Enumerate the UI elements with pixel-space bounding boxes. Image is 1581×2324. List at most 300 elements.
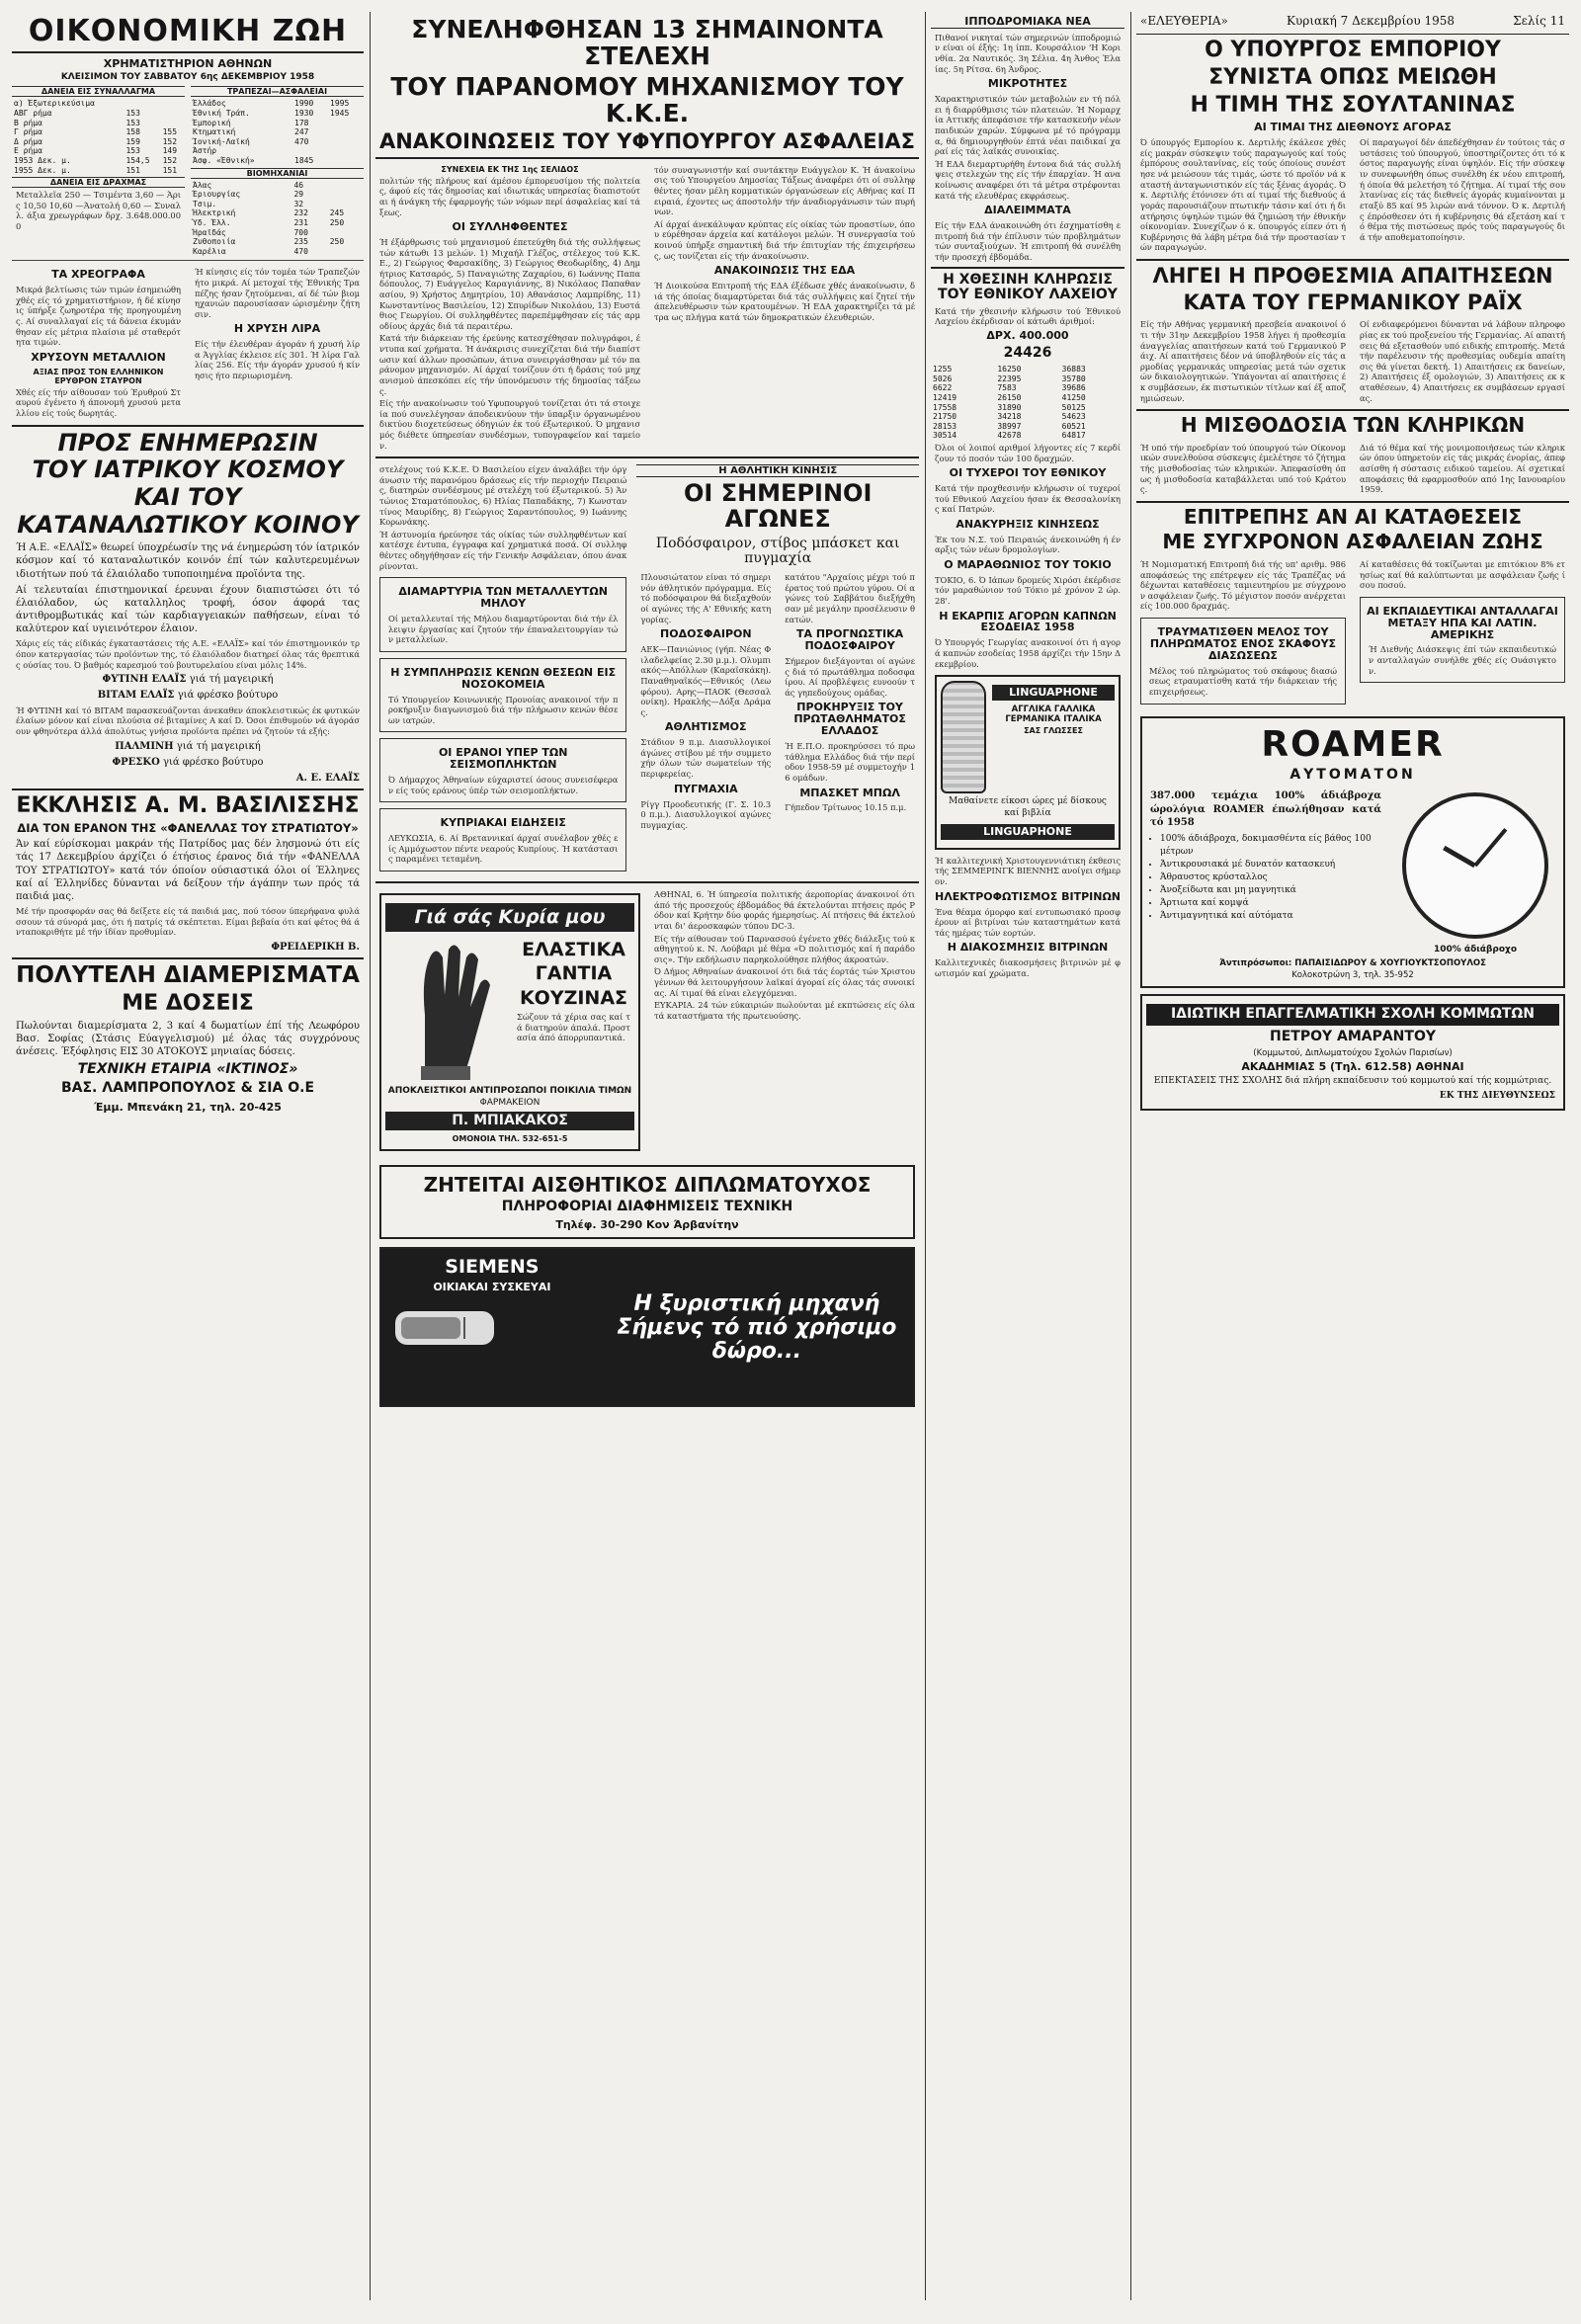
article-text: Είς τήν αίθουσαν τού Παρνασσού έγένετο χθές διάλεξις τού καθηγητού κ. Ν. Λούβαρι μέ θέμα «Ό πολιτισμός καί ή παράδοσις». Τήν εκδήλωσιν παρηκολούθησε πλήθος άκροατών. — [654, 933, 915, 964]
beautician-subtitle: ΠΛΗΡΟΦΟΡΙΑΙ ΔΙΑΦΗΜΙΣΕΙΣ ΤΕΧΝΙΚΗ — [501, 1199, 793, 1215]
table-cell: 36883 — [1061, 365, 1086, 374]
school-address: ΑΚΑΔΗΜΙΑΣ 5 (Τηλ. 612.58) ΑΘΗΝΑΙ — [1241, 1059, 1464, 1073]
table-cell: 149 — [162, 146, 178, 156]
table-cell — [328, 119, 364, 128]
siemens-subtitle: ΟΙΚΙΑΚΑΙ ΣΥΣΚΕΥΑΙ — [433, 1280, 551, 1293]
column-rule — [925, 12, 926, 2300]
lottery-row — [931, 403, 1124, 413]
article-text: Είς τήν ανακοίνωσιν τού Υφυπουργού τονίζεται ότι τά στοιχεία πού συνελέγησαν άποδεικνύουν τήν ύπαρξιν όργανωμένου δικτύου διοχετεύσεως όδηγιών έκ τού έξωτερικού. Ό μηχανισμός διέθετε ύπηρεσίαν συνδέσμων, τυπογραφείον καί ταμείον. — [379, 398, 640, 451]
brief-text: Είς τήν ΕΔΑ άνακοινώθη ότι έσχηματίσθη επιτροπή διά τήν έπίλυσιν τών προβλημάτων τών συνταξιούχων. Ή επιτροπή θά συνέλθη τήν προσεχή έβδομάδα. — [935, 220, 1121, 262]
brief-heading: ΟΙ ΤΥΧΕΡΟΙ ΤΟΥ ΕΘΝΙΚΟΥ — [949, 466, 1107, 480]
lottery-row — [931, 422, 1124, 432]
linguaphone-brand: LINGUAPHONE — [941, 824, 1115, 840]
industry-table — [191, 181, 364, 257]
racing-heading: ΙΠΠΟΔΡΟΜΙΑΚΑ ΝΕΑ — [931, 16, 1124, 29]
masthead-paper: «ΕΛΕΥΘΕΡΙΑ» — [1140, 14, 1228, 28]
table-cell — [328, 146, 364, 156]
industry-row — [191, 228, 364, 238]
commerce-headline-line: ΣΥΝΙΣΤΑ ΟΠΩΣ ΜΕΙΩΘΗ — [1208, 64, 1497, 90]
table-cell: 29 — [293, 190, 304, 200]
table-cell — [328, 228, 364, 238]
commerce-headline-line: Ο ΥΠΟΥΡΓΟΣ ΕΜΠΟΡΙΟΥ — [1205, 38, 1501, 62]
table-cell: 31890 — [997, 402, 1022, 412]
bank-row — [191, 137, 364, 147]
glove-illustration — [385, 936, 507, 1084]
deposits-headline-line: ΕΠΙΤΡΕΠΗΣ ΑΝ ΑΙ ΚΑΤΑΘΕΣΕΙΣ — [1183, 504, 1523, 529]
bonds-text: Μικρά βελτίωσις τών τιμών έσημειώθη χθές είς τό χρηματιστήριον, ή δέ κίνησις ύπήρξε ζωηροτέρα τής προηγουμένης. Αί συναλλαγαί είς τά δάνεια έκυμάνθησαν είς μέτρια πλαίσια μέ σταθερότητα τιμών. — [16, 285, 181, 348]
gloves-ad-text: Σώζουν τά χέρια σας καί τά διατηρούν άπαλά. Προστασία άπό άπορρυπαντικά. — [517, 1012, 630, 1043]
loan-row — [12, 99, 185, 109]
industry-row — [191, 181, 364, 191]
table-cell — [328, 127, 364, 137]
record-player-icon — [941, 681, 986, 793]
bonds-section — [12, 265, 364, 420]
article-text: ΑΘΗΝΑΙ, 6. Ή ύπηρεσία πολιτικής άεροπορίας άνακοινοί ότι άπό τής προσεχούς έβδομάδος θά έκτελούνται πτήσεις πρός Ρόδον καί Κρήτην δύο φοράς ήμερησίως. Αί πτήσεις θά έκτελούνται δι' άεροσκαφών τύπου DC-3. — [654, 889, 915, 931]
article-text: τόν συναγωνιστήν καί συντάκτην Ευάγγελον Κ. Ή άνακοίνωσις τού Υπουργείου Δημοσίας Τάξεως άναφέρει ότι οί συλληφθέντες ήσαν μέλη κομματικών όργανώσεων είς Αθήνας καί Πειραιά, έχοντες ως άποστολήν τήν άναδιοργάνωσιν τών πυρήνων. — [654, 164, 915, 217]
table-cell: 158 — [125, 127, 140, 137]
table-cell: Έριουργίας — [193, 190, 241, 200]
brief-text: Ή ΕΔΑ διεμαρτυρήθη έντονα διά τάς συλλήψεις στελεχών της είς τήν έπαρχίαν. Ή ανακοίνωσις αναφέρει ότι τά μέτρα στρέφονται κατά τής ελευθέρας εκφράσεως. — [935, 158, 1121, 201]
lottery-row — [931, 431, 1124, 441]
linguaphone-top — [941, 681, 1115, 793]
product-use: γιά φρέσκο βούτυρο — [162, 756, 264, 768]
gloves-ad-word: ΚΟΥΖΙΝΑΣ — [519, 986, 628, 1009]
brief-text: Χαρακτηριστικόν τών μεταβολών εν τή πόλει ή διαρρύθμισις τών πλατειών. Ή Νομαρχία Αττικής άπεφάσισε τήν κατασκευήν νέων παιδικών χαρών. Σύμφωνα μέ τό πρόγραμμα, θά δημιουργηθούν έπτά νέαι παιδικαί χαραί είς τάς λαϊκάς συνοικίας. — [935, 94, 1121, 157]
table-cell: 247 — [294, 127, 309, 137]
main-headline-line: ΤΟΥ ΠΑΡΑΝΟΜΟΥ ΜΗΧΑΝΙΣΜΟΥ ΤΟΥ Κ.Κ.Ε. — [390, 72, 904, 127]
sports-subhead: ΠΡΟΚΗΡΥΞΙΣ ΤΟΥ ΠΡΩΤΑΘΛΗΜΑΤΟΣ ΕΛΛΑΔΟΣ — [793, 701, 906, 738]
table-cell: Ήλεκτρική — [193, 208, 236, 218]
table-cell: 46 — [293, 180, 304, 190]
article-text: πολιτών τής πλήρους καί άμέσου έμπορευσίμου τής πολιτείας, άφού είς τάς δημοσίας καί ιδιωτικάς υπηρεσίας διαπιστούται ή άνάγκη τής έφαρμογής τών νόμων περί άσφαλείας καί τάξεως. — [379, 175, 640, 217]
pharmacy-name: Π. ΜΠΙΑΚΑΚΟΣ — [385, 1112, 634, 1130]
table-cell — [328, 156, 364, 166]
table-cell — [328, 247, 364, 257]
table-cell: Έλλάδος — [193, 99, 226, 109]
roamer-feature: • 100% άδιάβροχα, δοκιμασθέντα είς βάθος 100 μέτρων — [1160, 833, 1385, 859]
table-cell: 28153 — [933, 421, 957, 431]
table-cell: Ύδ. Έλλ. — [193, 217, 231, 227]
brief-text: Πιθανοί νικηταί τών σημερινών ίπποδρομιών είναι οί έξής: 1η ίππ. Κουρσάλιον 'Η Κορινθία. 2α Ναυτικός. 3η Σέλια. 4η Άνθος Έλαίας. 5η Ρίτσα. 6η Άνδρος. — [935, 32, 1121, 74]
table-cell: 1995 — [330, 99, 350, 109]
table-cell: 250 — [329, 217, 345, 227]
brief-text: Ό Υπουργός Γεωργίας ανακοινοί ότι ή αγορά καπνών εσοδείας 1958 άρχίζει τήν 15ην Δεκεμβρίου. — [935, 637, 1122, 669]
table-cell: 54623 — [1061, 412, 1086, 422]
divider — [12, 957, 364, 959]
banks-table — [191, 99, 364, 165]
article-box — [379, 577, 626, 652]
school-signature: ΕΚ ΤΗΣ ΔΙΕΥΘΥΝΣΕΩΣ — [1439, 1090, 1555, 1101]
article-text: Οί παραγωγοί δέν άπεδέχθησαν έν τούτοις τάς συστάσεις τού ύπουργού, ύποστηρίζοντες ότι τό κόστος παραγωγής είναι ύψηλόν. Είς τήν σύσκεψιν συνεφωνήθη όπως συνέλθη έκ νέου επιτροπή, ή όποία θά μελετήση τό ζήτημα. Αί τιμαί τής σουλτανίνας είς τάς διεθνείς άγοράς κυμαίνονται μεταξύ 85 καί 95 λιρών ανά τόννον. Ό κ. Δερτιλής έπρόσθεσεν ότι ή κυβέρνησις θά εξετάση καί τό θέμα τής πιστώσεως πρός τούς παραγωγούς διά τήν αποθεματοποίησιν. — [1360, 137, 1565, 242]
table-cell: Ε ρήμα — [14, 146, 42, 156]
loan-row — [12, 146, 185, 156]
table-cell — [292, 146, 328, 156]
table-cell: Β ρήμα — [14, 118, 42, 127]
brief-text: Καλλιτεχνικές διακοσμήσεις βιτρινών μέ φωτισμόν καί χρώματα. — [935, 957, 1121, 978]
main-headline-line: ΣΥΝΕΛΗΦΘΗΣΑΝ 13 ΣΗΜΑΙΝΟΝΤΑ ΣΤΕΛΕΧΗ — [411, 15, 883, 70]
industry-row — [191, 237, 364, 247]
article-text: Ή άστυνομία ήρεύνησε τάς οίκίας τών συλληφθέντων καί κατέσχε έντυπα, έγγραφα καί χρηματικά ποσά. Οί συλληφθέντες οδηγήθησαν είς τήν Γενικήν Ασφάλειαν, όπου άνακρίνονται. — [379, 529, 627, 571]
beautician-title: ΖΗΤΕΙΤΑΙ ΑΙΣΘΗΤΙΚΟΣ ΔΙΠΛΩΜΑΤΟΥΧΟΣ — [423, 1172, 872, 1197]
lottery-row — [931, 365, 1124, 374]
queen-appeal-subtitle: ΔΙΑ ΤΟΝ ΕΡΑΝΟΝ ΤΗΣ «ΦΑΝΕΛΛΑΣ ΤΟΥ ΣΤΡΑΤΙΩΤΟΥ» — [17, 820, 359, 835]
roamer-feature: • Άνοξείδωτα και μη μαγνητικά — [1160, 884, 1385, 897]
product-name: ΦΥΤΙΝΗ ΕΛΑΪΣ — [102, 674, 187, 686]
roamer-watch-label: 100% άδιάβροχο — [1433, 945, 1518, 955]
divider — [1136, 409, 1569, 411]
deposits-headline-line: ΜΕ ΣΥΓΧΡΟΝΟΝ ΑΣΦΑΛΕΙΑΝ ΖΩΗΣ — [1162, 530, 1543, 554]
brief-heading: ΗΛΕΚΤΡΟΦΩΤΙΣΜΟΣ ΒΙΤΡΙΝΩΝ — [934, 889, 1122, 903]
article-text: στελέχους τού Κ.Κ.Ε. Ό Βασιλείου είχεν άναλάβει τήν όργάνωσιν τής παρανόμου δράσεως είς τήν περιοχήν Πειραιώς, διατηρών συνδέσμους μέ στελέχη τού έξωτερικού. 5) Άντώνιος Σταματόπουλος, 6) Ηλίας Παπαδάκης, 7) Κωνσταντίνος Μαυρίδης, 8) Γεώργιος Σαραντόπουλος, 9) Ιωάννης Κορωνάκης. — [379, 464, 627, 528]
article-text: Τό Υπουργείον Κοινωνικής Προνοίας ανακοινοί τήν προκήρυξιν διαγωνισμού διά τήν πλήρωσιν κενών θέσεων ιατρών. — [388, 694, 619, 725]
reich-article — [1136, 317, 1569, 405]
bank-row — [191, 146, 364, 156]
brief-heading: ΔΙΑΛΕΙΜΜΑΤΑ — [984, 204, 1071, 217]
divider — [1136, 259, 1569, 261]
divider — [375, 881, 919, 883]
commerce-subheadline: ΑΙ ΤΙΜΑΙ ΤΗΣ ΔΙΕΘΝΟΥΣ ΑΓΟΡΑΣ — [1254, 121, 1452, 134]
brief-text: Κατά τήν προχθεσινήν κλήρωσιν οί τυχεροί τού Εθνικού Λαχείου ήσαν έκ Θεσσαλονίκης καί Πατρών. — [935, 482, 1121, 515]
industry-row — [191, 200, 364, 209]
table-cell — [328, 181, 364, 191]
table-cell — [161, 99, 185, 109]
table-title: ΒΙΟΜΗΧΑΝΙΑΙ — [191, 168, 364, 179]
article-text: Ή Διοικούσα Επιτροπή τής ΕΔΑ έξέδωσε χθές άνακοίνωσιν, διά τής όποίας διαμαρτύρεται διά τάς συλλήψεις καί ζητεί τήν άπελευθέρωσιν τών κρατουμένων. Ή ΕΔΑ χαρακτηρίζει τά μέτρα ως πλήγμα κατά τών δημοκρατικών έλευθεριών. — [654, 281, 915, 322]
market-text: Ή κίνησις είς τόν τομέα τών Τραπεζών ήτο μικρά. Αί μετοχαί τής Έθνικής Τραπέζης ήσαν ζητούμεναι, αί δέ τών βιομηχανιών παρουσίασαν ώρισμένην ζήτησιν. — [195, 267, 360, 319]
elais-filler: Χάρις είς τάς είδικάς έγκαταστάσεις τής Α.Ε. «ΕΛΑΪΣ» καί τόν έπιστημονικόν τρόπον κατεργασίας τών προϊόντων της, τό έλαιόλαδον διατηρεί όλας τάς θρεπτικάς ούσίας του. Ό βαθμός καρεσμού τού βουτυρελαίου είναι μόλις 14%. — [16, 638, 360, 670]
sports-text: Στάδιον 9 π.μ. Διασυλλογικοί άγώνες στίβου μέ τήν συμμετοχήν όλων τών σωματείων τής περιφερείας. — [640, 737, 772, 780]
sports-text: Σήμερον διεξάγονται οί αγώνες διά τό πρωτάθλημα ποδοσφαίρου. Αί προβλέψεις ευνοούν τάς γηπεδούχους ομάδας. — [785, 656, 915, 698]
column-commerce — [1136, 12, 1569, 2300]
bank-row — [191, 109, 364, 119]
article-text: Μέλος τού πληρώματος τού σκάφους διασώσεως ετραυματίσθη κατά τήν διάρκειαν τής επιχειρήσεως. — [1149, 665, 1337, 697]
article-text: Ό Δήμαρχος Άθηναίων εύχαριστεί όσους συνεισέφεραν είς τούς εράνους ύπέρ τών σεισμοπλήκτων. — [388, 775, 619, 795]
table-cell: Έθνική Τράπ. — [193, 108, 250, 118]
table-cell: Ζυθοποιία — [193, 237, 236, 247]
table-cell: 21750 — [933, 412, 957, 422]
apartments-text: Πωλούνται διαμερίσματα 2, 3 καί 4 δωματίων έπί τής Λεωφόρου Βασ. Σοφίας (Στάσις Εύαγγελισμού) μέ όλας τάς συγχρόνους άνέσεις. Έξόφλησις ΕΙΣ 30 ΑΤΟΚΟΥΣ μηνιαίας δόσεις. — [16, 1020, 360, 1058]
gloves-ad-title: Γιά σάς Κυρία μου — [385, 903, 634, 932]
lottery-numbers-table — [931, 365, 1124, 441]
table-cell: 34218 — [997, 412, 1022, 422]
lottery-row — [931, 393, 1124, 403]
brief-heading: Η ΔΙΑΚΟΣΜΗΣΙΣ ΒΙΤΡΙΝΩΝ — [947, 941, 1109, 954]
table-cell: 153 — [125, 146, 140, 156]
table-cell: 155 — [162, 127, 178, 137]
sports-text: Ή Ε.Π.Ο. προκηρύσσει τό πρωτάθλημα Ελλάδος διά τήν περίοδον 1958-59 μέ συμμετοχήν 16 ομάδων. — [785, 741, 915, 783]
article-subhead: ΑΝΑΚΟΙΝΩΣΙΣ ΤΗΣ ΕΔΑ — [713, 264, 856, 278]
sports-subheadline: Ποδόσφαιρον, στίβος μπάσκετ και πυγμαχία — [655, 535, 900, 567]
brief-text: Ένα θέαμα όμορφο καί εντυπωσιακό προσφέρουν αί βιτρίναι τών καταστημάτων κατά τάς ημέρας τών εορτών. — [935, 906, 1121, 938]
roamer-features-list — [1160, 833, 1385, 923]
roamer-advertisement — [1140, 716, 1565, 989]
table-cell: 153 — [125, 118, 140, 127]
lottery-prize: ΔΡΧ. 400.000 — [986, 329, 1069, 343]
elais-product-line — [16, 756, 360, 769]
clergy-headline: Η ΜΙΣΘΟΔΟΣΙΑ ΤΩΝ ΚΛΗΡΙΚΩΝ — [1180, 413, 1526, 438]
elais-product-line — [16, 689, 360, 702]
article-text: Ό ύπουργός Εμπορίου κ. Δερτιλής έκάλεσε χθές είς μακράν σύσκεψιν τούς παραγωγούς καί τούς έμπόρους σουλτανίνας, είς τούς όποίους συνέστησε νά μειώσουν τάς τιμάς, ώστε τό προϊόν νά καταστή άνταγωνιστικόν είς τάς ξένας άγοράς. Ό κ. Δερτιλής έτόνισεν ότι αί τιμαί τής διεθνούς άγοράς παρουσιάζουν πτωτικήν τάσιν καί ότι ή διατήρησις ύψηλών τιμών θά ζημιώση τήν έθνικήν οίκονομίαν. Συνεχίζων ό κ. ύπουργός είπεν ότι ή Κυβέρνησις θά λάβη μέτρα διά τήν προστασίαν τών παραγωγών. — [1140, 137, 1346, 253]
beautician-advertisement — [379, 1165, 915, 1240]
loan-row — [12, 127, 185, 137]
table-cell — [161, 109, 185, 119]
table-cell: 26150 — [997, 392, 1022, 402]
queen-appeal-text: Άν καί εύρίσκομαι μακράν τής Πατρίδος μας δέν λησμονώ ότι είς τάς 17 Δεκεμβρίου άρχίζει ό έτήσιος έρανος διά τήν «ΦΑΝΕΛΛΑ ΤΟΥ ΣΤΡΑΤΙΩΤΟΥ» κατά τόν όποίον ούσιαστικά όλοι οί Έλληνες καί αί Έλληνίδες δύνανται νά δείξουν τήν άγάπην των πρός τά παιδιά μας. — [16, 839, 360, 902]
elais-product-line — [16, 673, 360, 686]
table-cell — [328, 200, 364, 209]
queen-signature: ΦΡΕΙΔΕΡΙΚΗ Β. — [271, 941, 360, 953]
article-text: Ή Νομισματική Επιτροπή διά τής υπ' αριθμ. 986 αποφάσεώς της επέτρεψεν είς τάς Τραπέζας νά δέχωνται καταθέσεις ταμιευτηρίου με σύγχρονον ασφάλειαν ζωής. Τό μέγιστον ποσόν ανέρχεται είς 100.000 δραχμάς. — [1140, 559, 1346, 612]
glove-icon — [385, 936, 504, 1084]
table-cell: 1953 Δεκ. μ. — [14, 155, 71, 165]
main-headline-line: ΑΝΑΚΟΙΝΩΣΕΙΣ ΤΟΥ ΥΦΥΠΟΥΡΓΟΥ ΑΣΦΑΛΕΙΑΣ — [378, 129, 916, 153]
article-text: Ή Διεθνής Διάσκεψις έπί τών εκπαιδευτικών ανταλλαγών συνήλθε χθές είς Ουάσιγκτον. — [1369, 644, 1556, 676]
divider — [1136, 501, 1569, 503]
table-cell: Έμπορική — [193, 118, 231, 127]
commerce-article — [1136, 135, 1569, 255]
article-subhead: ΤΡΑΥΜΑΤΙΣΘΕΝ ΜΕΛΟΣ ΤΟΥ ΠΛΗΡΩΜΑΤΟΣ ΕΝΟΣ ΣΚΑΦΟΥΣ ΔΙΑΣΩΣΕΩΣ — [1149, 625, 1337, 662]
article-text: ΛΕΥΚΩΣΙΑ, 6. Αί Βρεταννικαί άρχαί συνέλαβον χθές είς Αμμόχωστον πέντε νεαρούς Κυπρίους. Ή κατάστασις παραμένει τεταμένη. — [388, 833, 619, 865]
brief-heading: Ο ΜΑΡΑΘΩΝΙΟΣ ΤΟΥ ΤΟΚΙΟ — [944, 557, 1112, 571]
queen-appeal — [12, 794, 364, 954]
table-cell: 35780 — [1061, 374, 1086, 383]
politics-article-columns — [375, 163, 919, 454]
bank-row — [191, 127, 364, 137]
product-name: ΦΡΕΣΚΟ — [112, 756, 160, 768]
sports-subhead: ΑΘΛΗΤΙΣΜΟΣ — [665, 720, 747, 734]
roamer-agent: Άντιπρόσωποι: ΠΑΠΑΙΣΙΔΩΡΟΥ & ΧΟΥΓΙΟΥΚΤΣΟΠΟΥΛΟΣ — [1219, 958, 1486, 969]
article-box — [1360, 597, 1565, 683]
loan-row — [12, 156, 185, 166]
stock-exchange-date: ΚΛΕΙΣΙΜΟΝ ΤΟΥ ΣΑΒΒΑΤΟΥ 6ης ΔΕΚΕΜΒΡΙΟΥ 1958 — [60, 72, 315, 83]
table-cell: 1955 Δεκ. μ. — [14, 165, 71, 175]
pharmacy-address: ΟΜΟΝΟΙΑ ΤΗΛ. 532-651-5 — [452, 1133, 568, 1143]
elais-paragraph: Ή Α.Ε. «ΕΛΑΪΣ» θεωρεί ύποχρέωσίν της νά ένημερώση τόν ίατρικόν κόσμον καί τό καταναλωτικόν κοινόν έπί τών καλυτερευμένων ιδιοτήτων πού τά έλαιόλαδο τυποποιημένα προϊόντα της. — [16, 542, 360, 580]
table-cell: 1990 — [294, 99, 314, 109]
stock-exchange-title: ΧΡΗΜΑΤΙΣΤΗΡΙΟΝ ΑΘΗΝΩΝ — [103, 57, 273, 71]
article-box — [379, 808, 626, 872]
gold-medal-text: Χθές είς τήν αίθουσαν τού Έρυθρού Σταυρού έγένετο ή άπονομή χρυσού μεταλλίου είς τούς δωρητάς. — [16, 386, 181, 418]
table-cell: 1930 — [294, 108, 314, 118]
lower-left-and-sports — [375, 462, 919, 877]
table-cell: 32 — [293, 199, 304, 208]
article-subhead: Η ΣΥΜΠΛΗΡΩΣΙΣ ΚΕΝΩΝ ΘΕΣΕΩΝ ΕΙΣ ΝΟΣΟΚΟΜΕΙΑ — [390, 665, 617, 691]
apartments-phone: Έμμ. Μπενάκη 21, τηλ. 20-425 — [94, 1100, 282, 1114]
roamer-feature: • Άθραυστος κρύσταλλος — [1160, 872, 1385, 884]
apartments-title: ΠΟΛΥΤΕΛΗ ΔΙΑΜΕΡΙΣΜΑΤΑ — [16, 962, 360, 989]
table-cell — [328, 137, 364, 147]
product-name: ΒΙΤΑΜ ΕΛΑΪΣ — [97, 690, 175, 702]
siemens-brand: SIEMENS — [445, 1256, 540, 1279]
article-text: Οί μεταλλευταί τής Μήλου διαμαρτύρονται διά τήν έλλειψιν έργασίας καί ζητούν τήν έπαναλειτουργίαν τών μεταλλείων. — [388, 614, 619, 645]
watch-icon — [1402, 792, 1548, 939]
roamer-subtitle: ΑΥΤΟΜΑΤΟΝ — [1290, 767, 1416, 784]
bank-row — [191, 119, 364, 128]
table-cell: Γ ρήμα — [14, 127, 42, 137]
loan-row — [12, 119, 185, 128]
industry-row — [191, 208, 364, 218]
roamer-feature: • Άντιμαγνητικά καί αύτόματα — [1160, 910, 1385, 923]
school-text: ΕΠΕΚΤΑΣΕΙΣ ΤΗΣ ΣΧΟΛΗΣ διά πλήρη εκπαίδευσιν τού κομμωτού καί τής κομμώτριας. — [1153, 1075, 1552, 1086]
watch-hand — [1473, 828, 1507, 867]
product-use: γιά τή μαγειρική — [176, 740, 261, 752]
table-title: ΤΡΑΠΕΖΑΙ—ΑΣΦΑΛΕΙΑΙ — [191, 86, 364, 97]
table-cell: 152 — [162, 155, 178, 165]
queen-appeal-title: ΕΚΚΛΗΣΙΣ Α. Μ. ΒΑΣΙΛΙΣΣΗΣ — [16, 793, 360, 819]
continuation-note: ΣΥΝΕΧΕΙΑ ΕΚ ΤΗΣ 1ης ΣΕΛΙΔΟΣ — [441, 164, 579, 174]
elais-title-line: ΠΡΟΣ ΕΝΗΜΕΡΩΣΙΝ — [57, 428, 318, 456]
elais-paragraph: Αί τελευταίαι έπιστημονικαί έρευναι έχουν διαπιστώσει ότι τό έλαιόλαδον, ώς καταλληλος τροφή, όσον άφορά τας άντιθρομβωτικάς καί τών καρδιαγγειακών παθήσεων, είναι τό καλύτερον καί υγιεινότερον έλαιον. — [16, 584, 360, 635]
sports-subhead: ΠΥΓΜΑΧΙΑ — [673, 782, 738, 795]
table-cell: 64817 — [1061, 431, 1086, 441]
sports-headline: ΟΙ ΣΗΜΕΡΙΝΟΙ ΑΓΩΝΕΣ — [684, 479, 873, 534]
sports-subhead: ΠΟΔΟΣΦΑΙΡΟΝ — [660, 627, 752, 641]
table-cell: 41250 — [1061, 392, 1086, 402]
commerce-headline-line: Η ΤΙΜΗ ΤΗΣ ΣΟΥΛΤΑΝΙΝΑΣ — [1190, 92, 1516, 118]
gloves-ad-body — [385, 936, 634, 1084]
siemens-ad-body — [385, 1253, 909, 1367]
queen-appeal-filler: Μέ τήν προσφοράν σας θά δείξετε είς τά παιδιά μας, πού τόσον ύπερήφανα φυλάσσουν τά σύνορά μας, ότι ή πατρίς τά σκέπτεται. Είμαι βεβαία ότι καί φέτος θά άνταποκριθήτε μέ τήν ίδίαν προθυμίαν. — [16, 906, 360, 938]
school-heading: ΙΔΙΩΤΙΚΗ ΕΠΑΓΓΕΛΜΑΤΙΚΗ ΣΧΟΛΗ ΚΟΜΜΩΤΩΝ — [1146, 1004, 1559, 1025]
gold-medal-heading: ΧΡΥΣΟΥΝ ΜΕΤΑΛΛΙΟΝ — [31, 350, 166, 364]
table-cell: 470 — [293, 246, 308, 256]
table-cell: Άστήρ — [193, 146, 217, 156]
loan-row — [12, 109, 185, 119]
article-text: Διά τό θέμα καί τής μονιμοποιήσεως τών κληρικών όπου ύπηρετούν είς τάς μικράς ένορίας, άπεφασίσθη ή σύστασις ειδικού ταμείου. Αί σχετικαί αποφάσεις θά εφαρμοσθούν από 1ης Ιανουαρίου 1959. — [1360, 442, 1565, 495]
elais-title-line: ΚΑΤΑΝΑΛΩΤΙΚΟΥ ΚΟΙΝΟΥ — [17, 511, 359, 540]
sports-subhead: ΤΑ ΠΡΟΓΝΩΣΤΙΚΑ ΠΟΔΟΣΦΑΙΡΟΥ — [796, 627, 904, 653]
lottery-winning-number: 24426 — [1003, 345, 1052, 362]
article-text: Οί ενδιαφερόμενοι δύνανται νά λάβουν πληροφορίας εκ τού προξενείου τής Γερμανίας. Αί απαιτήσεις θά εξετασθούν υπό ειδικής επιτροπής. Μετά τήν παρέλευσιν τής προθεσμίας ουδεμία απαίτησις θά γίνεται δεκτή. 1) Απαιτήσεις εκ δανείων, 2) Απαιτήσεις έξ ομολογιών, 3) Απαιτήσεις εκ καταθέσεων, 4) Απαιτήσεις εκ συμβάσεων εργασίας. — [1360, 319, 1565, 403]
table-cell: 250 — [329, 237, 345, 247]
apartments-address: ΒΑΣ. ΛΑΜΠΡΟΠΟΥΛΟΣ & ΣΙΑ Ο.Ε — [60, 1080, 315, 1097]
article-text: Ό Δήμος Αθηναίων άνακοινοί ότι διά τάς έορτάς τών Χριστουγέννων θά λειτουργήσουν λαϊκαί άγοραί είς όλας τάς συνοικίας. Αί τιμαί θά είναι ελεγχόμεναι. — [654, 966, 915, 998]
table-title: ΔΑΝΕΙΑ ΕΙΣ ΣΥΝΑΛΛΑΓΜΑ — [12, 86, 185, 97]
article-text: Κατά τήν διάρκειαν τής έρεύνης κατεσχέθησαν πολυγράφοι, έντυπα καί χρήματα. Ή άνάκρισις συνεχίζεται διά τήν διαπίστωσιν καί άλλων προσώπων, άτινα συνειργάσθησαν μέ τόν παράνομον μηχανισμόν. Αί άρχαί τονίζουν ότι ή δράσις τού μηχανισμού άπεσκόπει είς τήν ύπονόμευσιν τής δημοσίας τάξεως. — [379, 333, 640, 396]
masthead-page: Σελίς 11 — [1513, 14, 1565, 28]
table-cell — [328, 190, 364, 200]
beautician-phone: Τηλέφ. 30-290 Κον Άρβανίτην — [555, 1218, 739, 1232]
table-cell: 17558 — [933, 402, 957, 412]
loan-row — [12, 137, 185, 147]
table-cell: 178 — [294, 118, 309, 127]
divider — [12, 425, 364, 427]
table-cell: 5026 — [933, 374, 953, 383]
pharmacy-label: ΦΑΡΜΑΚΕΙΟΝ — [479, 1097, 541, 1108]
sports-columns — [636, 570, 919, 832]
article-text: Ή έξάρθρωσις τού μηχανισμού έπετεύχθη διά τής συλλήψεως τών κάτωθι 13 μελών. 1) Μιχαήλ Γλέζος, στέλεχος τού Κ.Κ.Ε., 2) Γεώργιος Φαρσακίδης, 3) Γεώργιος Θεοδωρίδης, 4) Δημήτριος Κατσαρός, 5) Παναγιώτης Ζαχαρίου, 6) Ιωάννης Παπαδόπουλος, 7) Ευάγγελος Καραγιάννης, 8) Νικόλαος Παπαθανασίου, 9) Χρήστος Δημητρίου, 10) Αθανάσιος Λαμπρίδης, 11) Κωνσταντίνος Βασιλείου, 12) Σπυρίδων Νικολάου, 13) Ευστάθιος Γεωργίου. Οί συλληφθέντες παρεπέμφθησαν είς τάς αρμοδίους άρχάς διά τά περαιτέρω. — [379, 236, 640, 331]
roamer-claim: 387.000 τεμάχια 100% άδιάβροχα ώρολόγια ROAMER έπωλήθησαν κατά τό 1958 — [1150, 790, 1381, 828]
table-cell: 39686 — [1061, 383, 1086, 393]
newspaper-page — [12, 12, 1569, 2300]
table-filler: Μεταλλεῖα 250 — Τσιμέντα 3,60 — Άρις 10,50 10,60 —Άνατολή 0,60 — Συναλλ. άξια χρεωγράφων δρχ. 3.648.000.000 — [16, 190, 181, 231]
school-subtitle: (Κομμωτού, Διπλωματούχου Σχολών Παρισίων) — [1253, 1047, 1453, 1058]
roamer-feature: • Άρτιωτα καί κομψά — [1160, 897, 1385, 910]
article-text: ΕΥΚΑΡΙΑ. 24 τών εύκαιριών πωλούνται μέ εκπτώσεις είς όλα τά καταστήματα τής πρωτευούσης. — [654, 1000, 915, 1021]
bank-row — [191, 99, 364, 109]
loan-row — [12, 166, 185, 176]
table-cell: 16250 — [997, 365, 1022, 374]
table-cell: Τσιμ. — [193, 199, 217, 208]
article-subhead: ΚΥΠΡΙΑΚΑΙ ΕΙΔΗΣΕΙΣ — [440, 816, 566, 830]
watch-hand — [1443, 846, 1476, 868]
section-title-economy: ΟΙΚΟΝΟΜΙΚΗ ΖΩΗ — [28, 14, 348, 48]
table-cell: 60521 — [1061, 421, 1086, 431]
stock-tables — [12, 84, 364, 256]
gold-sovereign-text: Είς τήν έλευθέραν άγοράν ή χρυσή λίρα Άγγλίας έκλεισε είς 301. Ή λίρα Γαλλίας 256. Είς τήν άγοράν χρυσού ή κίνησις ήτο περιωρισμένη. — [195, 339, 360, 381]
table-cell: 22395 — [997, 374, 1022, 383]
elais-title-line: ΤΟΥ ΙΑΤΡΙΚΟΥ ΚΟΣΜΟΥ — [32, 456, 344, 484]
linguaphone-advertisement — [935, 675, 1121, 850]
column-politics — [375, 12, 919, 2300]
divider — [375, 456, 919, 458]
table-cell: 232 — [293, 208, 308, 218]
sports-text: Πλουσιώτατον είναι τό σημερινόν άθλητικόν πρόγραμμα. Είς τό ποδόσφαιρον θά διεξαχθούν οί αγώνες τής Α' Εθνικής κατηγορίας. — [640, 572, 772, 624]
shaver-icon — [385, 1297, 504, 1357]
table-cell: 470 — [294, 136, 309, 146]
article-text: Είς τήν Αθήνας γερμανική πρεσβεία ανακοινοί ότι τήν 31ην Δεκεμβρίου 1958 λήγει ή προθεσμία άναγγελίας απαιτήσεων κατά τού Γερμανικού Ράιχ. Αί απαιτήσεις δέον νά ύποβληθούν είς τάς αρμοδίας γερμανικάς υπηρεσίας μετά τών σχετικών δικαιολογητικών. Ύπάγονται αί απαιτήσεις έκ συμβάσεων, έκ πιστωτικών τίτλων καί έξ αποζημιώσεων. — [1140, 319, 1346, 403]
column-news-briefs — [931, 12, 1124, 2300]
product-name: ΠΑΛΜΙΝΗ — [115, 740, 174, 752]
gloves-ad-word: ΕΛΑΣΤΙΚΑ — [522, 938, 625, 960]
clergy-article — [1136, 441, 1569, 497]
linguaphone-tag: ΣΑΣ ΓΛΩΣΣΕΣ — [1024, 726, 1083, 736]
roamer-body — [1146, 787, 1559, 956]
table-cell: Ίονική-Λαϊκή — [193, 136, 250, 146]
roamer-brand: ROAMER — [1261, 723, 1445, 765]
table-cell: 245 — [329, 208, 345, 218]
table-cell: Κτηματική — [193, 127, 236, 137]
table-cell: 154,5 — [125, 155, 150, 165]
article-text: Αί καταθέσεις θά τοκίζωνται με επιτόκιον 8% ετησίως καί θά καλύπτωνται με ασφάλειαν ζωής ίσου ποσού. — [1360, 559, 1565, 591]
lottery-row — [931, 374, 1124, 384]
divider — [12, 788, 364, 790]
brief-heading: ΜΙΚΡΟΤΗΤΕΣ — [987, 77, 1068, 91]
linguaphone-languages: ΑΓΓΛΙΚΑ ΓΑΛΛΙΚΑ ΓΕΡΜΑΝΙΚΑ ΙΤΑΛΙΚΑ — [1005, 705, 1102, 725]
article-box — [379, 738, 626, 802]
sports-subhead: ΜΠΑΣΚΕΤ ΜΠΩΛ — [799, 786, 900, 799]
industry-row — [191, 190, 364, 200]
lottery-text: Όλοι οί λοιποί αριθμοί λήγοντες είς 7 κερδίζουν τό ποσόν τών 100 δραχμών. — [935, 442, 1121, 463]
gloves-ad-word: ΓΑΝΤΙΑ — [535, 962, 613, 985]
table-cell: 1945 — [330, 108, 350, 118]
school-advertisement — [1140, 994, 1565, 1111]
elais-advertisement — [12, 428, 364, 786]
table-cell: 235 — [293, 237, 308, 247]
roamer-address: Κολοκοτρώνη 3, τηλ. 35-952 — [1291, 970, 1414, 981]
roamer-feature: • Άντικρουσιακά μέ δυνατόν κατασκευή — [1160, 859, 1385, 872]
school-name: ΠΕΤΡΟΥ ΑΜΑΡΑΝΤΟΥ — [1269, 1028, 1436, 1044]
table-cell: 153 — [125, 108, 140, 118]
gold-medal-subheading: ΑΞΙΑΣ ΠΡΟΣ ΤΟΝ ΕΛΛΗΝΙΚΟΝ ΕΡΥΘΡΟΝ ΣΤΑΥΡΟΝ — [33, 367, 164, 385]
siemens-advertisement — [379, 1247, 915, 1407]
table-cell: 151 — [125, 165, 140, 175]
brief-text: Έκ του Ν.Σ. τού Πειραιώς άνεκοινώθη ή έναρξις τών νέων δρομολογίων. — [935, 534, 1121, 555]
elais-product-line — [16, 740, 360, 753]
column-rule — [370, 12, 371, 2300]
elais-signature: Α. Ε. ΕΛΑΪΣ — [295, 772, 360, 784]
lottery-row — [931, 383, 1124, 393]
article-subhead: ΑΙ ΕΚΠΑΙΔΕΥΤΙΚΑΙ ΑΝΤΑΛΛΑΓΑΙ ΜΕΤΑΞΥ ΗΠΑ ΚΑΙ ΛΑΤΙΝ. ΑΜΕΡΙΚΗΣ — [1367, 604, 1558, 641]
table-cell: 231 — [293, 217, 308, 227]
reich-headline-line: ΚΑΤΑ ΤΟΥ ΓΕΡΜΑΝΙΚΟΥ ΡΑΪΧ — [1183, 290, 1523, 314]
masthead-date: Κυριακή 7 Δεκεμβρίου 1958 — [1287, 14, 1456, 28]
product-use: γιά τή μαγειρική — [189, 674, 274, 686]
article-subhead: ΟΙ ΣΥΛΛΗΦΘΕΝΤΕΣ — [452, 220, 568, 234]
column-economy — [12, 12, 364, 2300]
apartments-company: ΤΕΧΝΙΚΗ ΕΤΑΙΡΙΑ «ΙΚΤΙΝΟΣ» — [77, 1061, 298, 1078]
loans-foreign-table — [12, 99, 185, 175]
